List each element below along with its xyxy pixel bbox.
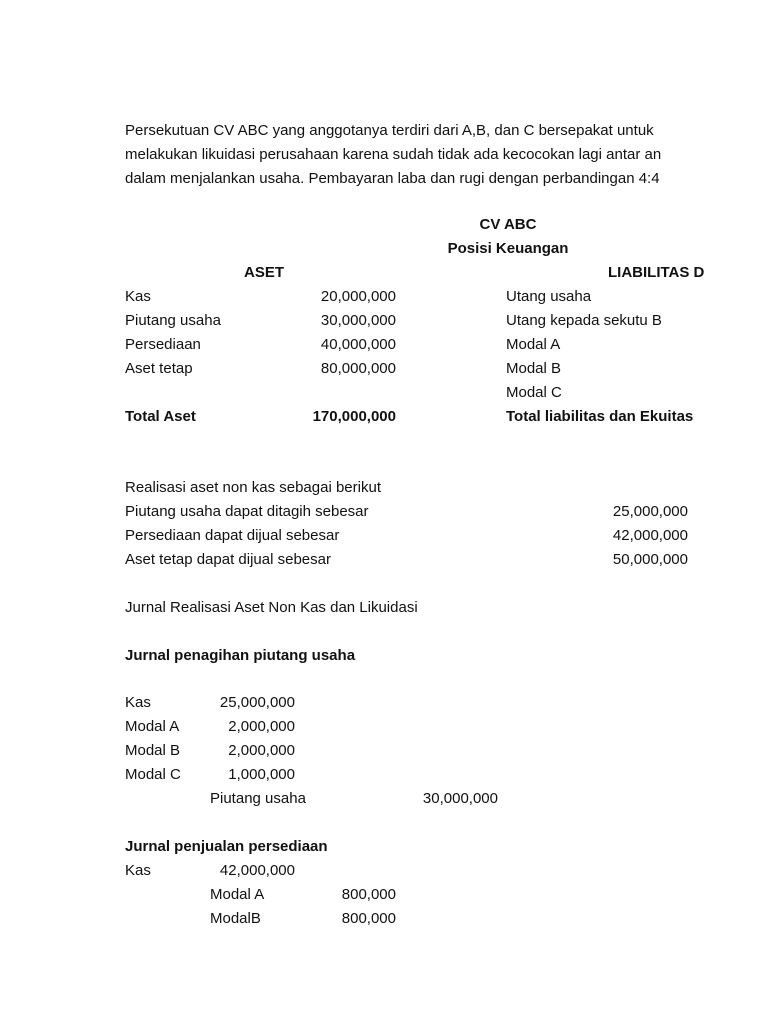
liability-label: Utang kepada sekutu B: [506, 312, 662, 329]
journal-debit-amount: 25,000,000: [219, 694, 295, 711]
asset-value: 80,000,000: [320, 360, 396, 377]
realization-heading: Realisasi aset non kas sebagai berikut: [125, 479, 381, 496]
total-liabilities-label: Total liabilitas dan Ekuitas: [506, 408, 694, 425]
journal-credit-account: Modal A: [210, 886, 265, 903]
asset-label: Piutang usaha: [125, 312, 221, 329]
assets-header: ASET: [244, 264, 285, 281]
intro-line-2: melakukan likuidasi perusahaan karena sudah tidak ada kecocokan lagi antar an: [125, 146, 662, 163]
statement-title: Posisi Keuangan: [447, 240, 569, 257]
liability-label: Modal B: [506, 360, 562, 377]
journal-credit-amount: 800,000: [341, 910, 396, 927]
journal-title: Jurnal Realisasi Aset Non Kas dan Likuidasi: [125, 599, 418, 616]
journal-debit-account: Modal C: [125, 766, 181, 783]
intro-line-3: dalam menjalankan usaha. Pembayaran laba dan rugi dengan perbandingan 4:4: [125, 170, 660, 187]
liability-label: Modal A: [506, 336, 561, 353]
realization-value: 25,000,000: [612, 503, 688, 520]
asset-label: Kas: [125, 288, 151, 305]
journal-debit-account: Kas: [125, 694, 151, 711]
asset-label: Persediaan: [125, 336, 201, 353]
inventory-journal-heading: Jurnal penjualan persediaan: [125, 838, 328, 855]
asset-value: 20,000,000: [320, 288, 396, 305]
journal-debit-account: Kas: [125, 862, 151, 879]
journal-debit-account: Modal A: [125, 718, 180, 735]
journal-debit-amount: 2,000,000: [228, 718, 295, 735]
total-assets-label: Total Aset: [125, 408, 196, 425]
journal-credit-account: Piutang usaha: [210, 790, 306, 807]
journal-credit-amount: 30,000,000: [422, 790, 498, 807]
intro-line-1: Persekutuan CV ABC yang anggotanya terdiri dari A,B, dan C bersepakat untuk: [125, 122, 654, 139]
realization-value: 42,000,000: [612, 527, 688, 544]
company-name: CV ABC: [479, 216, 537, 233]
liability-label: Modal C: [506, 384, 562, 401]
journal-debit-amount: 2,000,000: [228, 742, 295, 759]
journal-credit-account: ModalB: [210, 910, 261, 927]
liability-label: Utang usaha: [506, 288, 592, 305]
asset-value: 40,000,000: [320, 336, 396, 353]
journal-credit-amount: 800,000: [341, 886, 396, 903]
journal-debit-amount: 42,000,000: [219, 862, 295, 879]
asset-label: Aset tetap: [125, 360, 193, 377]
journal-debit-account: Modal B: [125, 742, 181, 759]
journal-debit-amount: 1,000,000: [228, 766, 295, 783]
realization-value: 50,000,000: [612, 551, 688, 568]
asset-value: 30,000,000: [320, 312, 396, 329]
realization-label: Aset tetap dapat dijual sebesar: [125, 551, 331, 568]
liabilities-header: LIABILITAS D: [608, 264, 705, 281]
receivables-journal-heading: Jurnal penagihan piutang usaha: [125, 647, 356, 664]
realization-label: Piutang usaha dapat ditagih sebesar: [125, 503, 369, 520]
total-assets-value: 170,000,000: [312, 408, 396, 425]
realization-label: Persediaan dapat dijual sebesar: [125, 527, 340, 544]
